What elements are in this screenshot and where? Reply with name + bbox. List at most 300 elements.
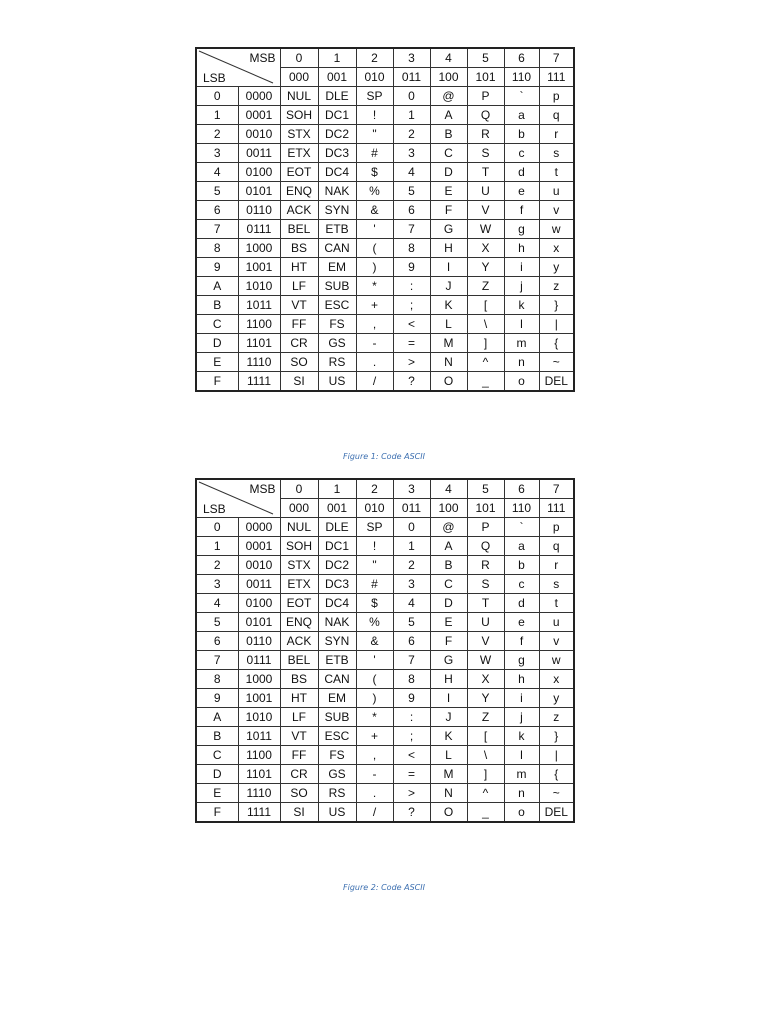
lsb-digit-cell: 4 <box>196 594 238 613</box>
code-cell: [ <box>467 296 504 315</box>
code-cell: ETB <box>318 220 356 239</box>
code-cell: @ <box>430 518 467 537</box>
lsb-digit-cell: 7 <box>196 651 238 670</box>
code-cell: < <box>393 746 430 765</box>
code-cell: K <box>430 727 467 746</box>
ascii-table-block-1 <box>195 47 573 392</box>
lsb-bits-cell: 1111 <box>238 372 280 392</box>
code-cell: DC3 <box>318 144 356 163</box>
code-cell: DC2 <box>318 125 356 144</box>
lsb-digit-cell: E <box>196 353 238 372</box>
msb-label: MSB <box>249 51 276 65</box>
table-row <box>196 87 574 106</box>
code-cell: ( <box>356 670 393 689</box>
code-cell: DEL <box>539 372 574 392</box>
code-cell: 5 <box>393 613 430 632</box>
code-cell: c <box>504 575 539 594</box>
table-row <box>196 163 574 182</box>
corner-cell <box>196 48 280 87</box>
lsb-bits-cell: 0011 <box>238 144 280 163</box>
code-cell: FS <box>318 746 356 765</box>
header-row-msb <box>196 479 574 499</box>
table-row <box>196 670 574 689</box>
code-cell: I <box>430 689 467 708</box>
code-cell: SO <box>280 784 318 803</box>
code-cell: SOH <box>280 537 318 556</box>
code-cell: % <box>356 613 393 632</box>
code-cell: U <box>467 613 504 632</box>
lsb-label: LSB <box>203 502 226 516</box>
code-cell: b <box>504 125 539 144</box>
table-row <box>196 334 574 353</box>
code-cell: CAN <box>318 670 356 689</box>
lsb-bits-cell: 1000 <box>238 670 280 689</box>
code-cell: CR <box>280 334 318 353</box>
code-cell: H <box>430 670 467 689</box>
code-cell: DLE <box>318 518 356 537</box>
code-cell: } <box>539 296 574 315</box>
lsb-bits-cell: 0010 <box>238 125 280 144</box>
table-row <box>196 708 574 727</box>
code-cell: ; <box>393 296 430 315</box>
lsb-bits-cell: 1010 <box>238 277 280 296</box>
msb-bits-cell: 000 <box>280 68 318 87</box>
code-cell: DC4 <box>318 594 356 613</box>
code-cell: & <box>356 632 393 651</box>
lsb-digit-cell: F <box>196 372 238 392</box>
msb-digit-cell: 4 <box>430 479 467 499</box>
code-cell: Q <box>467 537 504 556</box>
msb-bits-cell: 100 <box>430 499 467 518</box>
code-cell: A <box>430 537 467 556</box>
code-cell: ) <box>356 689 393 708</box>
code-cell: 4 <box>393 594 430 613</box>
code-cell: w <box>539 651 574 670</box>
code-cell: I <box>430 258 467 277</box>
code-cell: N <box>430 784 467 803</box>
code-cell: 7 <box>393 220 430 239</box>
code-cell: W <box>467 220 504 239</box>
code-cell: u <box>539 613 574 632</box>
code-cell: + <box>356 727 393 746</box>
code-cell: SUB <box>318 277 356 296</box>
code-cell: CAN <box>318 239 356 258</box>
code-cell: 0 <box>393 518 430 537</box>
lsb-digit-cell: 4 <box>196 163 238 182</box>
code-cell: L <box>430 746 467 765</box>
code-cell: f <box>504 632 539 651</box>
code-cell: q <box>539 106 574 125</box>
code-cell: r <box>539 556 574 575</box>
table-row <box>196 613 574 632</box>
msb-bits-cell: 111 <box>539 68 574 87</box>
code-cell: Z <box>467 277 504 296</box>
lsb-digit-cell: C <box>196 315 238 334</box>
code-cell: y <box>539 258 574 277</box>
msb-bits-cell: 101 <box>467 68 504 87</box>
lsb-bits-cell: 1000 <box>238 239 280 258</box>
code-cell: LF <box>280 708 318 727</box>
code-cell: 8 <box>393 239 430 258</box>
code-cell: v <box>539 201 574 220</box>
msb-digit-cell: 3 <box>393 48 430 68</box>
code-cell: 5 <box>393 182 430 201</box>
code-cell: EOT <box>280 594 318 613</box>
table-row <box>196 746 574 765</box>
msb-bits-cell: 010 <box>356 68 393 87</box>
code-cell: D <box>430 594 467 613</box>
code-cell: ( <box>356 239 393 258</box>
code-cell: _ <box>467 803 504 823</box>
code-cell: EOT <box>280 163 318 182</box>
lsb-bits-cell: 1001 <box>238 258 280 277</box>
table-row <box>196 258 574 277</box>
code-cell: d <box>504 163 539 182</box>
code-cell: = <box>393 765 430 784</box>
code-cell: t <box>539 163 574 182</box>
code-cell: CR <box>280 765 318 784</box>
code-cell: & <box>356 201 393 220</box>
msb-bits-cell: 101 <box>467 499 504 518</box>
code-cell: b <box>504 556 539 575</box>
code-cell: D <box>430 163 467 182</box>
code-cell: 1 <box>393 106 430 125</box>
lsb-digit-cell: 5 <box>196 613 238 632</box>
code-cell: S <box>467 575 504 594</box>
code-cell: ' <box>356 220 393 239</box>
code-cell: # <box>356 575 393 594</box>
code-cell: / <box>356 372 393 392</box>
code-cell: e <box>504 182 539 201</box>
code-cell: $ <box>356 594 393 613</box>
code-cell: ? <box>393 372 430 392</box>
lsb-bits-cell: 0010 <box>238 556 280 575</box>
code-cell: BS <box>280 239 318 258</box>
code-cell: DC3 <box>318 575 356 594</box>
code-cell: E <box>430 182 467 201</box>
code-cell: * <box>356 708 393 727</box>
code-cell: R <box>467 125 504 144</box>
code-cell: GS <box>318 765 356 784</box>
code-cell: DC1 <box>318 106 356 125</box>
msb-bits-cell: 110 <box>504 68 539 87</box>
lsb-bits-cell: 1101 <box>238 765 280 784</box>
msb-digit-cell: 2 <box>356 479 393 499</box>
msb-digit-cell: 7 <box>539 479 574 499</box>
code-cell: FF <box>280 746 318 765</box>
code-cell: BEL <box>280 220 318 239</box>
code-cell: G <box>430 220 467 239</box>
msb-digit-cell: 2 <box>356 48 393 68</box>
code-cell: } <box>539 727 574 746</box>
lsb-bits-cell: 0001 <box>238 537 280 556</box>
lsb-digit-cell: 2 <box>196 556 238 575</box>
msb-digit-cell: 0 <box>280 48 318 68</box>
code-cell: 6 <box>393 201 430 220</box>
code-cell: v <box>539 632 574 651</box>
code-cell: ! <box>356 537 393 556</box>
lsb-bits-cell: 0110 <box>238 201 280 220</box>
table-row <box>196 537 574 556</box>
lsb-bits-cell: 0100 <box>238 594 280 613</box>
code-cell: x <box>539 670 574 689</box>
table-row <box>196 689 574 708</box>
code-cell: : <box>393 277 430 296</box>
code-cell: C <box>430 144 467 163</box>
code-cell: < <box>393 315 430 334</box>
code-cell: N <box>430 353 467 372</box>
code-cell: LF <box>280 277 318 296</box>
code-cell: X <box>467 239 504 258</box>
code-cell: ^ <box>467 784 504 803</box>
code-cell: s <box>539 575 574 594</box>
code-cell: q <box>539 537 574 556</box>
code-cell: H <box>430 239 467 258</box>
code-cell: O <box>430 803 467 823</box>
code-cell: s <box>539 144 574 163</box>
table-row <box>196 575 574 594</box>
msb-bits-cell: 111 <box>539 499 574 518</box>
code-cell: R <box>467 556 504 575</box>
lsb-bits-cell: 1100 <box>238 746 280 765</box>
code-cell: DC1 <box>318 537 356 556</box>
lsb-bits-cell: 1011 <box>238 727 280 746</box>
code-cell: ESC <box>318 727 356 746</box>
code-cell: 2 <box>393 556 430 575</box>
code-cell: m <box>504 765 539 784</box>
code-cell: SI <box>280 803 318 823</box>
code-cell: 7 <box>393 651 430 670</box>
code-cell: HT <box>280 258 318 277</box>
code-cell: ' <box>356 651 393 670</box>
code-cell: V <box>467 201 504 220</box>
header-row-msb <box>196 48 574 68</box>
msb-bits-cell: 011 <box>393 499 430 518</box>
code-cell: FF <box>280 315 318 334</box>
code-cell: ~ <box>539 353 574 372</box>
msb-digit-cell: 7 <box>539 48 574 68</box>
code-cell: w <box>539 220 574 239</box>
code-cell: | <box>539 746 574 765</box>
code-cell: ACK <box>280 632 318 651</box>
code-cell: VT <box>280 727 318 746</box>
code-cell: M <box>430 334 467 353</box>
code-cell: _ <box>467 372 504 392</box>
code-cell: ] <box>467 765 504 784</box>
lsb-digit-cell: D <box>196 765 238 784</box>
code-cell: B <box>430 125 467 144</box>
msb-digit-cell: 4 <box>430 48 467 68</box>
code-cell: ACK <box>280 201 318 220</box>
msb-bits-cell: 110 <box>504 499 539 518</box>
code-cell: p <box>539 87 574 106</box>
code-cell: A <box>430 106 467 125</box>
code-cell: p <box>539 518 574 537</box>
code-cell: V <box>467 632 504 651</box>
code-cell: J <box>430 277 467 296</box>
table-row <box>196 765 574 784</box>
code-cell: 4 <box>393 163 430 182</box>
code-cell: : <box>393 708 430 727</box>
lsb-bits-cell: 0110 <box>238 632 280 651</box>
code-cell: " <box>356 556 393 575</box>
lsb-bits-cell: 0011 <box>238 575 280 594</box>
code-cell: | <box>539 315 574 334</box>
lsb-bits-cell: 1100 <box>238 315 280 334</box>
code-cell: STX <box>280 556 318 575</box>
table-row <box>196 201 574 220</box>
lsb-digit-cell: 3 <box>196 144 238 163</box>
code-cell: HT <box>280 689 318 708</box>
code-cell: % <box>356 182 393 201</box>
code-cell: EM <box>318 689 356 708</box>
msb-digit-cell: 6 <box>504 48 539 68</box>
code-cell: h <box>504 670 539 689</box>
code-cell: ) <box>356 258 393 277</box>
lsb-digit-cell: 3 <box>196 575 238 594</box>
msb-bits-cell: 010 <box>356 499 393 518</box>
code-cell: \ <box>467 746 504 765</box>
code-cell: RS <box>318 353 356 372</box>
code-cell: i <box>504 689 539 708</box>
msb-digit-cell: 6 <box>504 479 539 499</box>
lsb-digit-cell: 9 <box>196 689 238 708</box>
lsb-digit-cell: 0 <box>196 518 238 537</box>
code-cell: W <box>467 651 504 670</box>
lsb-bits-cell: 1101 <box>238 334 280 353</box>
code-cell: DEL <box>539 803 574 823</box>
table-row <box>196 220 574 239</box>
lsb-bits-cell: 1111 <box>238 803 280 823</box>
code-cell: S <box>467 144 504 163</box>
code-cell: y <box>539 689 574 708</box>
lsb-bits-cell: 0000 <box>238 87 280 106</box>
lsb-digit-cell: C <box>196 746 238 765</box>
msb-digit-cell: 5 <box>467 48 504 68</box>
lsb-digit-cell: 9 <box>196 258 238 277</box>
code-cell: P <box>467 518 504 537</box>
code-cell: US <box>318 372 356 392</box>
code-cell: GS <box>318 334 356 353</box>
code-cell: NAK <box>318 613 356 632</box>
code-cell: Y <box>467 689 504 708</box>
code-cell: 3 <box>393 575 430 594</box>
lsb-bits-cell: 0100 <box>238 163 280 182</box>
code-cell: SP <box>356 87 393 106</box>
code-cell: NAK <box>318 182 356 201</box>
code-cell: z <box>539 708 574 727</box>
table-row <box>196 353 574 372</box>
msb-bits-cell: 001 <box>318 68 356 87</box>
code-cell: a <box>504 106 539 125</box>
lsb-digit-cell: 6 <box>196 632 238 651</box>
code-cell: ETX <box>280 575 318 594</box>
ascii-table-block-2 <box>195 478 573 823</box>
code-cell: Q <box>467 106 504 125</box>
code-cell: P <box>467 87 504 106</box>
code-cell: 8 <box>393 670 430 689</box>
code-cell: T <box>467 594 504 613</box>
code-cell: K <box>430 296 467 315</box>
msb-digit-cell: 3 <box>393 479 430 499</box>
lsb-digit-cell: 1 <box>196 106 238 125</box>
code-cell: ETX <box>280 144 318 163</box>
lsb-digit-cell: 2 <box>196 125 238 144</box>
code-cell: Y <box>467 258 504 277</box>
table-row <box>196 144 574 163</box>
table-row <box>196 372 574 392</box>
code-cell: - <box>356 334 393 353</box>
lsb-digit-cell: 6 <box>196 201 238 220</box>
code-cell: NUL <box>280 518 318 537</box>
code-cell: , <box>356 315 393 334</box>
code-cell: X <box>467 670 504 689</box>
code-cell: FS <box>318 315 356 334</box>
code-cell: BS <box>280 670 318 689</box>
code-cell: SP <box>356 518 393 537</box>
table-row <box>196 277 574 296</box>
code-cell: @ <box>430 87 467 106</box>
table-row <box>196 182 574 201</box>
code-cell: o <box>504 372 539 392</box>
code-cell: t <box>539 594 574 613</box>
code-cell: j <box>504 708 539 727</box>
table-row <box>196 315 574 334</box>
lsb-label: LSB <box>203 71 226 85</box>
lsb-bits-cell: 1010 <box>238 708 280 727</box>
code-cell: B <box>430 556 467 575</box>
table-row <box>196 803 574 823</box>
code-cell: VT <box>280 296 318 315</box>
code-cell: NUL <box>280 87 318 106</box>
code-cell: ESC <box>318 296 356 315</box>
code-cell: DC2 <box>318 556 356 575</box>
code-cell: i <box>504 258 539 277</box>
code-cell: { <box>539 334 574 353</box>
code-cell: US <box>318 803 356 823</box>
code-cell: , <box>356 746 393 765</box>
code-cell: n <box>504 353 539 372</box>
code-cell: e <box>504 613 539 632</box>
code-cell: $ <box>356 163 393 182</box>
code-cell: ETB <box>318 651 356 670</box>
code-cell: ` <box>504 87 539 106</box>
code-cell: . <box>356 784 393 803</box>
lsb-bits-cell: 0001 <box>238 106 280 125</box>
code-cell: U <box>467 182 504 201</box>
table-row <box>196 632 574 651</box>
code-cell: { <box>539 765 574 784</box>
code-cell: SYN <box>318 201 356 220</box>
code-cell: > <box>393 784 430 803</box>
table-row <box>196 727 574 746</box>
table-row <box>196 239 574 258</box>
lsb-bits-cell: 0111 <box>238 651 280 670</box>
code-cell: ] <box>467 334 504 353</box>
lsb-digit-cell: A <box>196 708 238 727</box>
code-cell: ENQ <box>280 613 318 632</box>
msb-digit-cell: 1 <box>318 48 356 68</box>
code-cell: C <box>430 575 467 594</box>
code-cell: - <box>356 765 393 784</box>
code-cell: / <box>356 803 393 823</box>
code-cell: T <box>467 163 504 182</box>
ascii-table <box>195 47 575 392</box>
code-cell: DC4 <box>318 163 356 182</box>
code-cell: j <box>504 277 539 296</box>
code-cell: > <box>393 353 430 372</box>
code-cell: SYN <box>318 632 356 651</box>
